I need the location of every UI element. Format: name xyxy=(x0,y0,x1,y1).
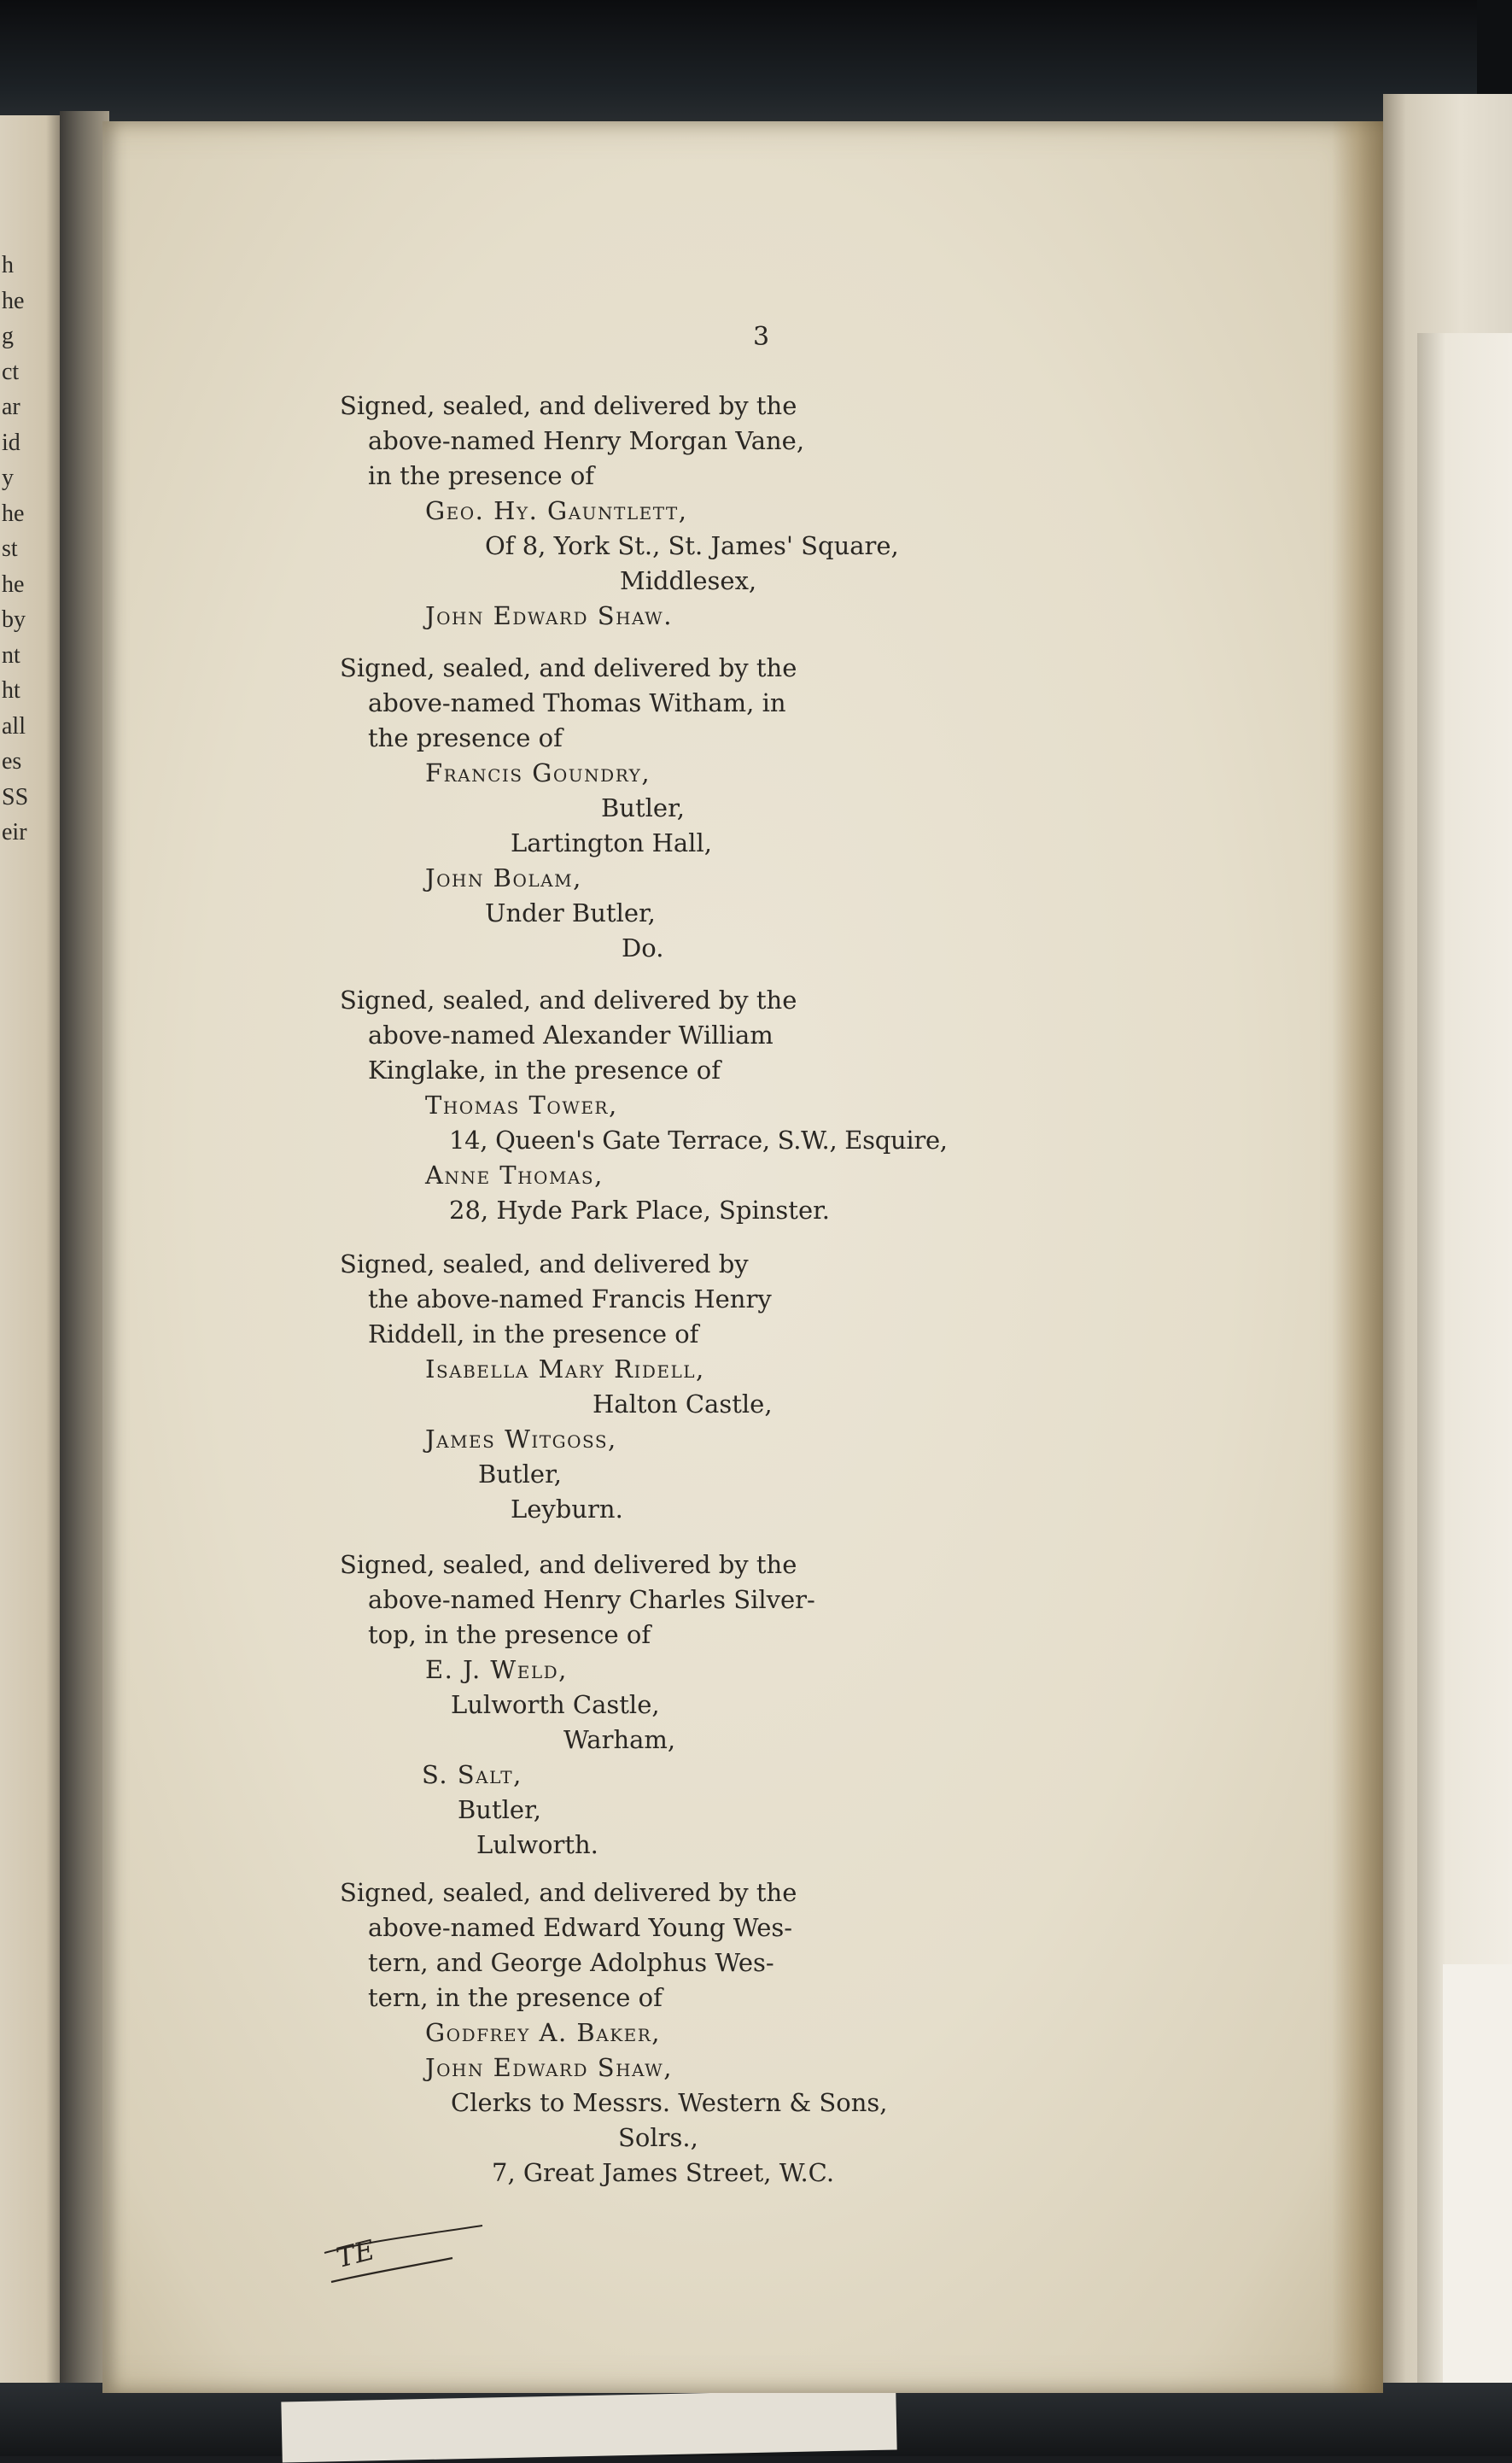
left-page-fragment: h xyxy=(2,252,14,278)
signed-line: Signed, sealed, and delivered by the xyxy=(340,1878,797,1907)
witness-detail: Middlesex, xyxy=(620,566,757,595)
handwritten-note-bottom xyxy=(281,2389,896,2462)
witness-detail: Warham, xyxy=(563,1725,676,1754)
witness-name: John Bolam, xyxy=(425,863,582,892)
signature-block-silvertop xyxy=(340,1547,903,1863)
signature-block-kinglake xyxy=(340,983,948,1228)
witness-detail: 7, Great James Street, W.C. xyxy=(492,2158,835,2187)
witness-detail: Under Butler, xyxy=(485,898,656,927)
handwritten-initials xyxy=(316,2215,487,2292)
witness-name: Anne Thomas, xyxy=(425,1161,604,1190)
witness-detail: 28, Hyde Park Place, Spinster. xyxy=(449,1196,831,1225)
witness-name: John Edward Shaw. xyxy=(425,601,673,630)
book-binding-top xyxy=(0,0,1512,128)
left-page-fragment: eir xyxy=(2,819,27,845)
left-page-fragment: ar xyxy=(2,394,20,420)
signed-line: above-named Henry Morgan Vane, xyxy=(368,426,805,455)
signature-block-witham xyxy=(340,651,903,966)
witness-detail: Lartington Hall, xyxy=(511,828,712,857)
signed-line: Signed, sealed, and delivered by the xyxy=(340,391,797,420)
signature-block-western xyxy=(340,1875,903,2191)
left-facing-page xyxy=(0,115,61,2387)
witness-name: James Witgoss, xyxy=(425,1425,617,1454)
witness-detail: Lulworth. xyxy=(476,1830,598,1859)
signed-line: in the presence of xyxy=(368,461,595,490)
witness-detail: Halton Castle, xyxy=(593,1389,773,1419)
signed-line: above-named Henry Charles Silver- xyxy=(368,1585,815,1614)
initials-text: TE xyxy=(333,2233,378,2274)
witness-name: Thomas Tower, xyxy=(425,1091,618,1120)
witness-name: E. J. Weld, xyxy=(425,1655,568,1684)
signed-line: the above-named Francis Henry xyxy=(368,1284,772,1313)
witness-detail: 14, Queen's Gate Terrace, S.W., Esquire, xyxy=(449,1126,948,1155)
left-page-fragment: nt xyxy=(2,641,20,669)
witness-detail: Butler, xyxy=(601,793,685,822)
witness-name: Godfrey A. Baker, xyxy=(425,2018,662,2047)
signed-line: Signed, sealed, and delivered by the xyxy=(340,653,797,682)
left-page-fragment: id xyxy=(2,429,20,456)
left-page-fragment: all xyxy=(2,712,26,740)
signature-block-riddell xyxy=(340,1247,903,1527)
signature-block-vane xyxy=(340,389,903,634)
left-page-fragment: ct xyxy=(2,358,20,385)
witness-detail: Lulworth Castle, xyxy=(451,1690,660,1719)
signed-line: top, in the presence of xyxy=(368,1620,651,1649)
witness-detail: Butler, xyxy=(458,1795,541,1824)
left-page-fragment: by xyxy=(2,606,26,633)
page-number: 3 xyxy=(753,322,770,352)
handwritten-sheet-edge xyxy=(1443,1964,1512,2391)
left-page-fragment: es xyxy=(2,748,22,775)
left-page-fragment: he xyxy=(2,500,25,527)
signed-line: tern, in the presence of xyxy=(368,1983,663,2012)
left-page-fragment: ht xyxy=(2,677,20,704)
witness-detail: Do. xyxy=(622,933,664,962)
page-text xyxy=(102,121,1383,2393)
left-page-fragment: st xyxy=(2,535,18,562)
witness-name: John Edward Shaw, xyxy=(425,2053,673,2082)
left-page-fragment: g xyxy=(2,323,14,349)
signed-line: tern, and George Adolphus Wes- xyxy=(368,1948,774,1977)
witness-name: Geo. Hy. Gauntlett, xyxy=(425,496,688,525)
witness-detail: Leyburn. xyxy=(511,1495,623,1524)
witness-name: Francis Goundry, xyxy=(425,758,651,787)
witness-detail: Butler, xyxy=(478,1460,562,1489)
witness-detail: Solrs., xyxy=(618,2123,698,2152)
signed-line: above-named Edward Young Wes- xyxy=(368,1913,793,1942)
left-page-fragment: he xyxy=(2,570,25,598)
signed-line: Kinglake, in the presence of xyxy=(368,1056,721,1085)
signed-line: above-named Thomas Witham, in xyxy=(368,688,786,717)
signed-line: above-named Alexander William xyxy=(368,1021,774,1050)
left-page-fragment: he xyxy=(2,287,25,314)
signed-line: Riddell, in the presence of xyxy=(368,1319,699,1349)
signed-line: Signed, sealed, and delivered by the xyxy=(340,986,797,1015)
signed-line: the presence of xyxy=(368,723,563,752)
witness-detail: Clerks to Messrs. Western & Sons, xyxy=(451,2088,888,2117)
left-page-fragment: y xyxy=(2,465,14,491)
left-page-fragment: SS xyxy=(2,783,29,810)
signed-line: Signed, sealed, and delivered by xyxy=(340,1249,749,1278)
document-page xyxy=(102,121,1383,2393)
signed-line: Signed, sealed, and delivered by the xyxy=(340,1550,797,1579)
witness-detail: Of 8, York St., St. James' Square, xyxy=(485,531,899,560)
witness-name: Isabella Mary Ridell, xyxy=(425,1354,705,1384)
witness-name: S. Salt, xyxy=(422,1760,522,1789)
